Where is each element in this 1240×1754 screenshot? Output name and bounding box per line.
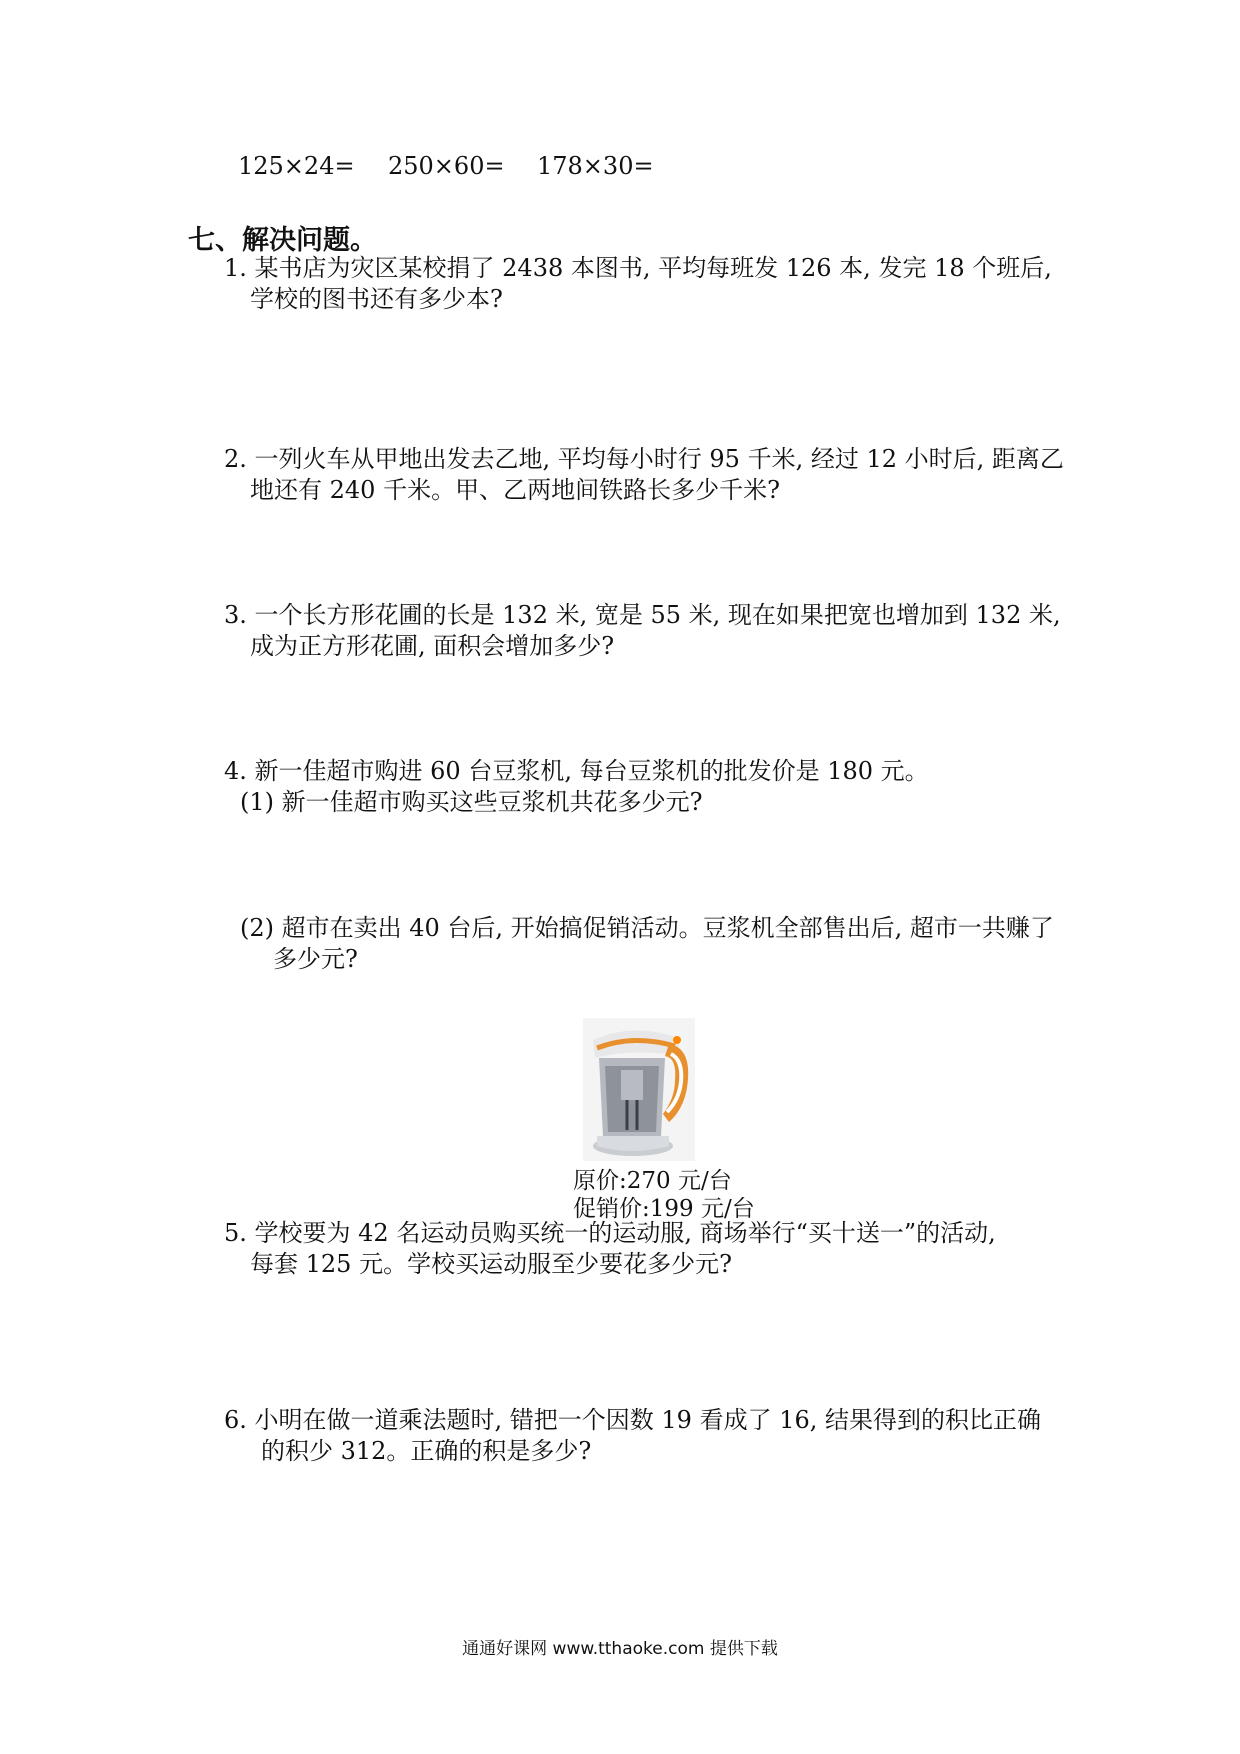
question-4-sub-2-line-1: (2) 超市在卖出 40 台后, 开始搞促销活动。豆浆机全部售出后, 超市一共赚了 — [240, 914, 1054, 942]
section-title: 七、解决问题。 — [188, 225, 377, 256]
question-4-sub-1: (1) 新一佳超市购买这些豆浆机共花多少元? — [240, 788, 703, 816]
calc-item-1: 125×24= — [238, 152, 355, 180]
question-2-line-1: 2. 一列火车从甲地出发去乙地, 平均每小时行 95 千米, 经过 12 小时后, 距离乙 — [224, 445, 1064, 473]
question-2-line-2: 地还有 240 千米。甲、乙两地间铁路长多少千米? — [250, 476, 780, 504]
original-price: 原价:270 元/台 — [573, 1168, 732, 1194]
footer-download-note: 通通好课网 www.tthaoke.com 提供下载 — [462, 1639, 778, 1659]
question-4-sub-2-line-2: 多少元? — [273, 945, 358, 973]
question-3-line-1: 3. 一个长方形花圃的长是 132 米, 宽是 55 米, 现在如果把宽也增加到 132 米, — [224, 601, 1061, 629]
question-4-line-1: 4. 新一佳超市购进 60 台豆浆机, 每台豆浆机的批发价是 180 元。 — [224, 757, 929, 785]
soymilk-maker-image — [583, 1018, 695, 1161]
promo-price: 促销价:199 元/台 — [573, 1196, 755, 1222]
question-5-line-1: 5. 学校要为 42 名运动员购买统一的运动服, 商场举行“买十送一”的活动, — [224, 1219, 996, 1247]
question-5-line-2: 每套 125 元。学校买运动服至少要花多少元? — [250, 1250, 732, 1278]
question-6-line-2: 的积少 312。正确的积是多少? — [261, 1437, 592, 1465]
calc-item-2: 250×60= — [388, 152, 505, 180]
question-1-line-1: 1. 某书店为灾区某校捐了 2438 本图书, 平均每班发 126 本, 发完 18 个班后, — [224, 254, 1052, 282]
calc-item-3: 178×30= — [537, 152, 654, 180]
question-3-line-2: 成为正方形花圃, 面积会增加多少? — [250, 632, 615, 660]
question-6-line-1: 6. 小明在做一道乘法题时, 错把一个因数 19 看成了 16, 结果得到的积比正确 — [224, 1406, 1042, 1434]
question-1-line-2: 学校的图书还有多少本? — [250, 285, 503, 313]
